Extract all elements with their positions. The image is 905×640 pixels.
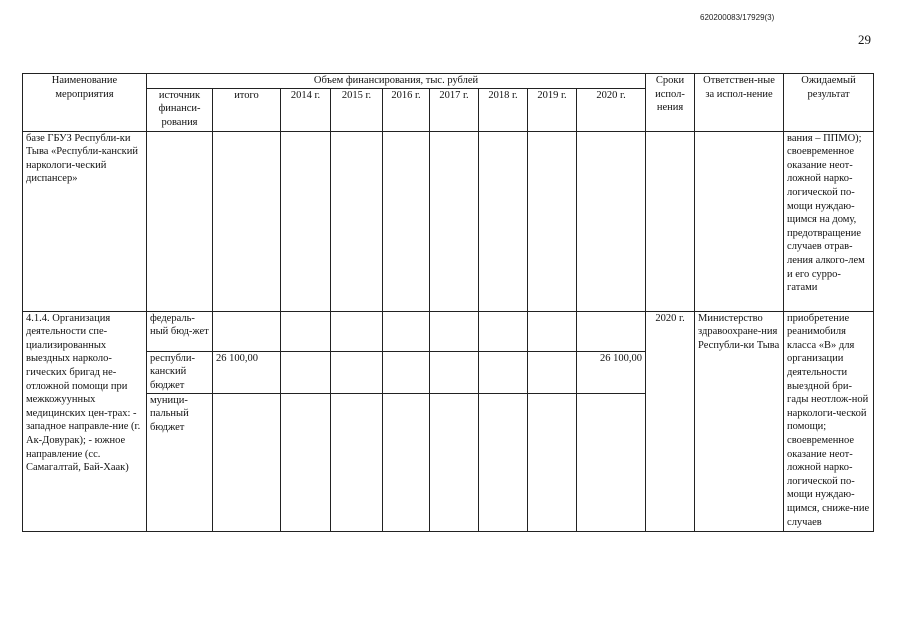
header-total: итого	[213, 88, 281, 131]
header-name: Наименование мероприятия	[23, 74, 147, 132]
row-4-1-4-result: приобретение реанимобиля класса «В» для организации деятельности выездной бри-гады неотлож-ной наркологи-ческой помощи; своевременное оказание неот-ложной нарко-логической по-мощи нуждаю-щимся, сниже-ние случаев	[784, 311, 874, 531]
header-year-2015: 2015 г.	[331, 88, 383, 131]
source-republican: республи-канский бюджет	[147, 351, 213, 393]
header-funding-volume: Объем финансирования, тыс. рублей	[147, 74, 646, 89]
page-number: 29	[858, 32, 871, 47]
y2020-republican: 26 100,00	[577, 351, 646, 393]
header-responsible: Ответствен-ные за испол-нение	[695, 74, 784, 132]
source-municipal: муници-пальный бюджет	[147, 393, 213, 531]
row-continued-name: базе ГБУЗ Республи-ки Тыва «Республи-канский наркологи-ческий диспансер»	[23, 131, 147, 311]
header-year-2020: 2020 г.	[577, 88, 646, 131]
document-id: 620200083/17929(3)	[700, 13, 775, 22]
table-row	[23, 311, 874, 351]
row-4-1-4-deadline: 2020 г.	[646, 311, 695, 531]
header-source: источник финанси-рования	[147, 88, 213, 131]
row-4-1-4-name: 4.1.4. Организация деятельности спе-циализированных выездных нарколо-гических бригад не-отложной помощи при межкожуунных медицинских цен-трах: - западное направле-ние (г. Ак-Довурак); - южное направление (сс. Самагалтай, Бай-Хаак)	[23, 311, 147, 531]
header-deadline: Сроки испол-нения	[646, 74, 695, 132]
header-year-2019: 2019 г.	[528, 88, 577, 131]
total-republican: 26 100,00	[213, 351, 281, 393]
header-year-2014: 2014 г.	[281, 88, 331, 131]
header-year-2018: 2018 г.	[479, 88, 528, 131]
source-federal: федераль-ный бюд-жет	[147, 311, 213, 351]
row-continued-result: вания – ППМО); своевременное оказание неот-ложной нарко-логической по-мощи нуждаю-щимся на дому, предотвращение случаев отрав-ления алкого-лем и его сурро-гатами	[784, 131, 874, 311]
row-4-1-4-responsible: Министерство здравоохране-ния Республи-ки Тыва	[695, 311, 784, 531]
header-year-2016: 2016 г.	[383, 88, 430, 131]
header-year-2017: 2017 г.	[430, 88, 479, 131]
header-result: Ожидаемый результат	[784, 74, 874, 132]
financing-table	[22, 73, 874, 532]
table-row	[23, 131, 874, 311]
